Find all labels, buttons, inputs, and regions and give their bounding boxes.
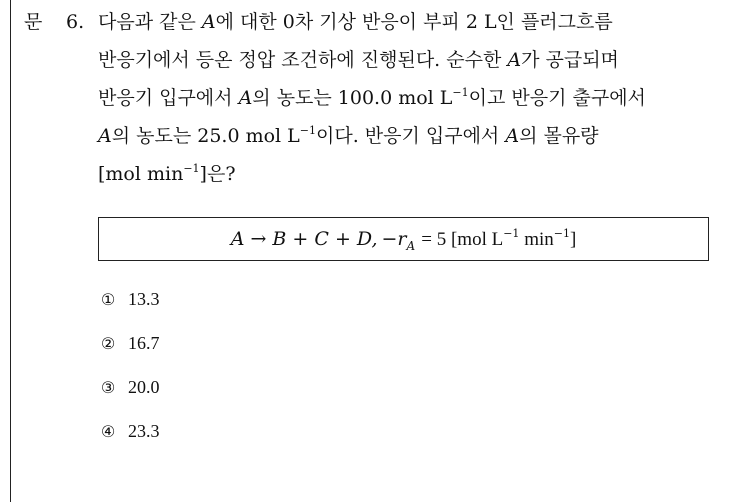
choice-2[interactable] bbox=[98, 331, 160, 356]
unit-close: ] bbox=[569, 228, 577, 250]
choice-value: 13.3 bbox=[128, 289, 160, 309]
question-line bbox=[98, 162, 236, 186]
rate-rhs: = 5 [mol L bbox=[421, 228, 504, 250]
question-label: 문 bbox=[24, 11, 43, 33]
variable-symbol: A bbox=[98, 125, 112, 147]
choice-value: 23.3 bbox=[128, 421, 160, 441]
left-margin-rule bbox=[10, 0, 11, 502]
equation-reaction: A → B + C + D, bbox=[230, 228, 378, 250]
variable-symbol: A bbox=[505, 125, 520, 147]
choice-value: 16.7 bbox=[128, 333, 160, 353]
question-text: 의 농도는 100.0 mol L bbox=[252, 87, 453, 109]
choice-mark: ② bbox=[100, 334, 116, 353]
question-line bbox=[98, 86, 646, 110]
question-text: 이다. 반응기 입구에서 bbox=[315, 125, 506, 147]
choice-4[interactable] bbox=[98, 419, 160, 444]
unit-exponent: −1 bbox=[183, 162, 200, 175]
question-line bbox=[98, 124, 599, 148]
choice-mark: ① bbox=[100, 290, 116, 309]
unit-exponent-2: −1 bbox=[553, 226, 570, 240]
choice-value: 20.0 bbox=[128, 377, 160, 397]
question-text: 다음과 같은 bbox=[98, 11, 202, 33]
question-text: 이고 반응기 출구에서 bbox=[468, 87, 646, 109]
rate-subscript: A bbox=[406, 238, 416, 253]
question-text: 의 농도는 25.0 mol L bbox=[111, 125, 300, 147]
choice-mark: ③ bbox=[100, 378, 116, 397]
unit-exponent-1: −1 bbox=[503, 226, 520, 240]
choice-3[interactable] bbox=[98, 375, 160, 400]
question-text: 반응기에서 등온 정압 조건하에 진행된다. 순수한 bbox=[98, 49, 508, 71]
question-line bbox=[98, 10, 613, 34]
variable-symbol: A bbox=[507, 49, 522, 71]
choice-1[interactable] bbox=[98, 287, 160, 312]
equation-box bbox=[98, 217, 709, 261]
variable-symbol: A bbox=[238, 87, 253, 109]
unit-exponent: −1 bbox=[299, 124, 316, 137]
question-text: 반응기 입구에서 bbox=[98, 87, 239, 109]
unit-min: min bbox=[519, 228, 554, 250]
equation-rate bbox=[382, 228, 577, 251]
question-text: 에 대한 0차 기상 반응이 부피 2 L인 플러그흐름 bbox=[215, 11, 613, 33]
question-number: 6. bbox=[66, 11, 85, 33]
choice-mark: ④ bbox=[100, 422, 116, 441]
question-text: 가 공급되며 bbox=[521, 49, 619, 71]
rate-prefix: −r bbox=[381, 227, 407, 250]
question-line bbox=[98, 48, 619, 72]
question-text: 의 몰유량 bbox=[519, 125, 599, 147]
question-text: ]은? bbox=[199, 163, 236, 185]
unit-exponent: −1 bbox=[452, 86, 469, 99]
question-text: [mol min bbox=[98, 163, 184, 185]
variable-symbol: A bbox=[201, 11, 216, 33]
